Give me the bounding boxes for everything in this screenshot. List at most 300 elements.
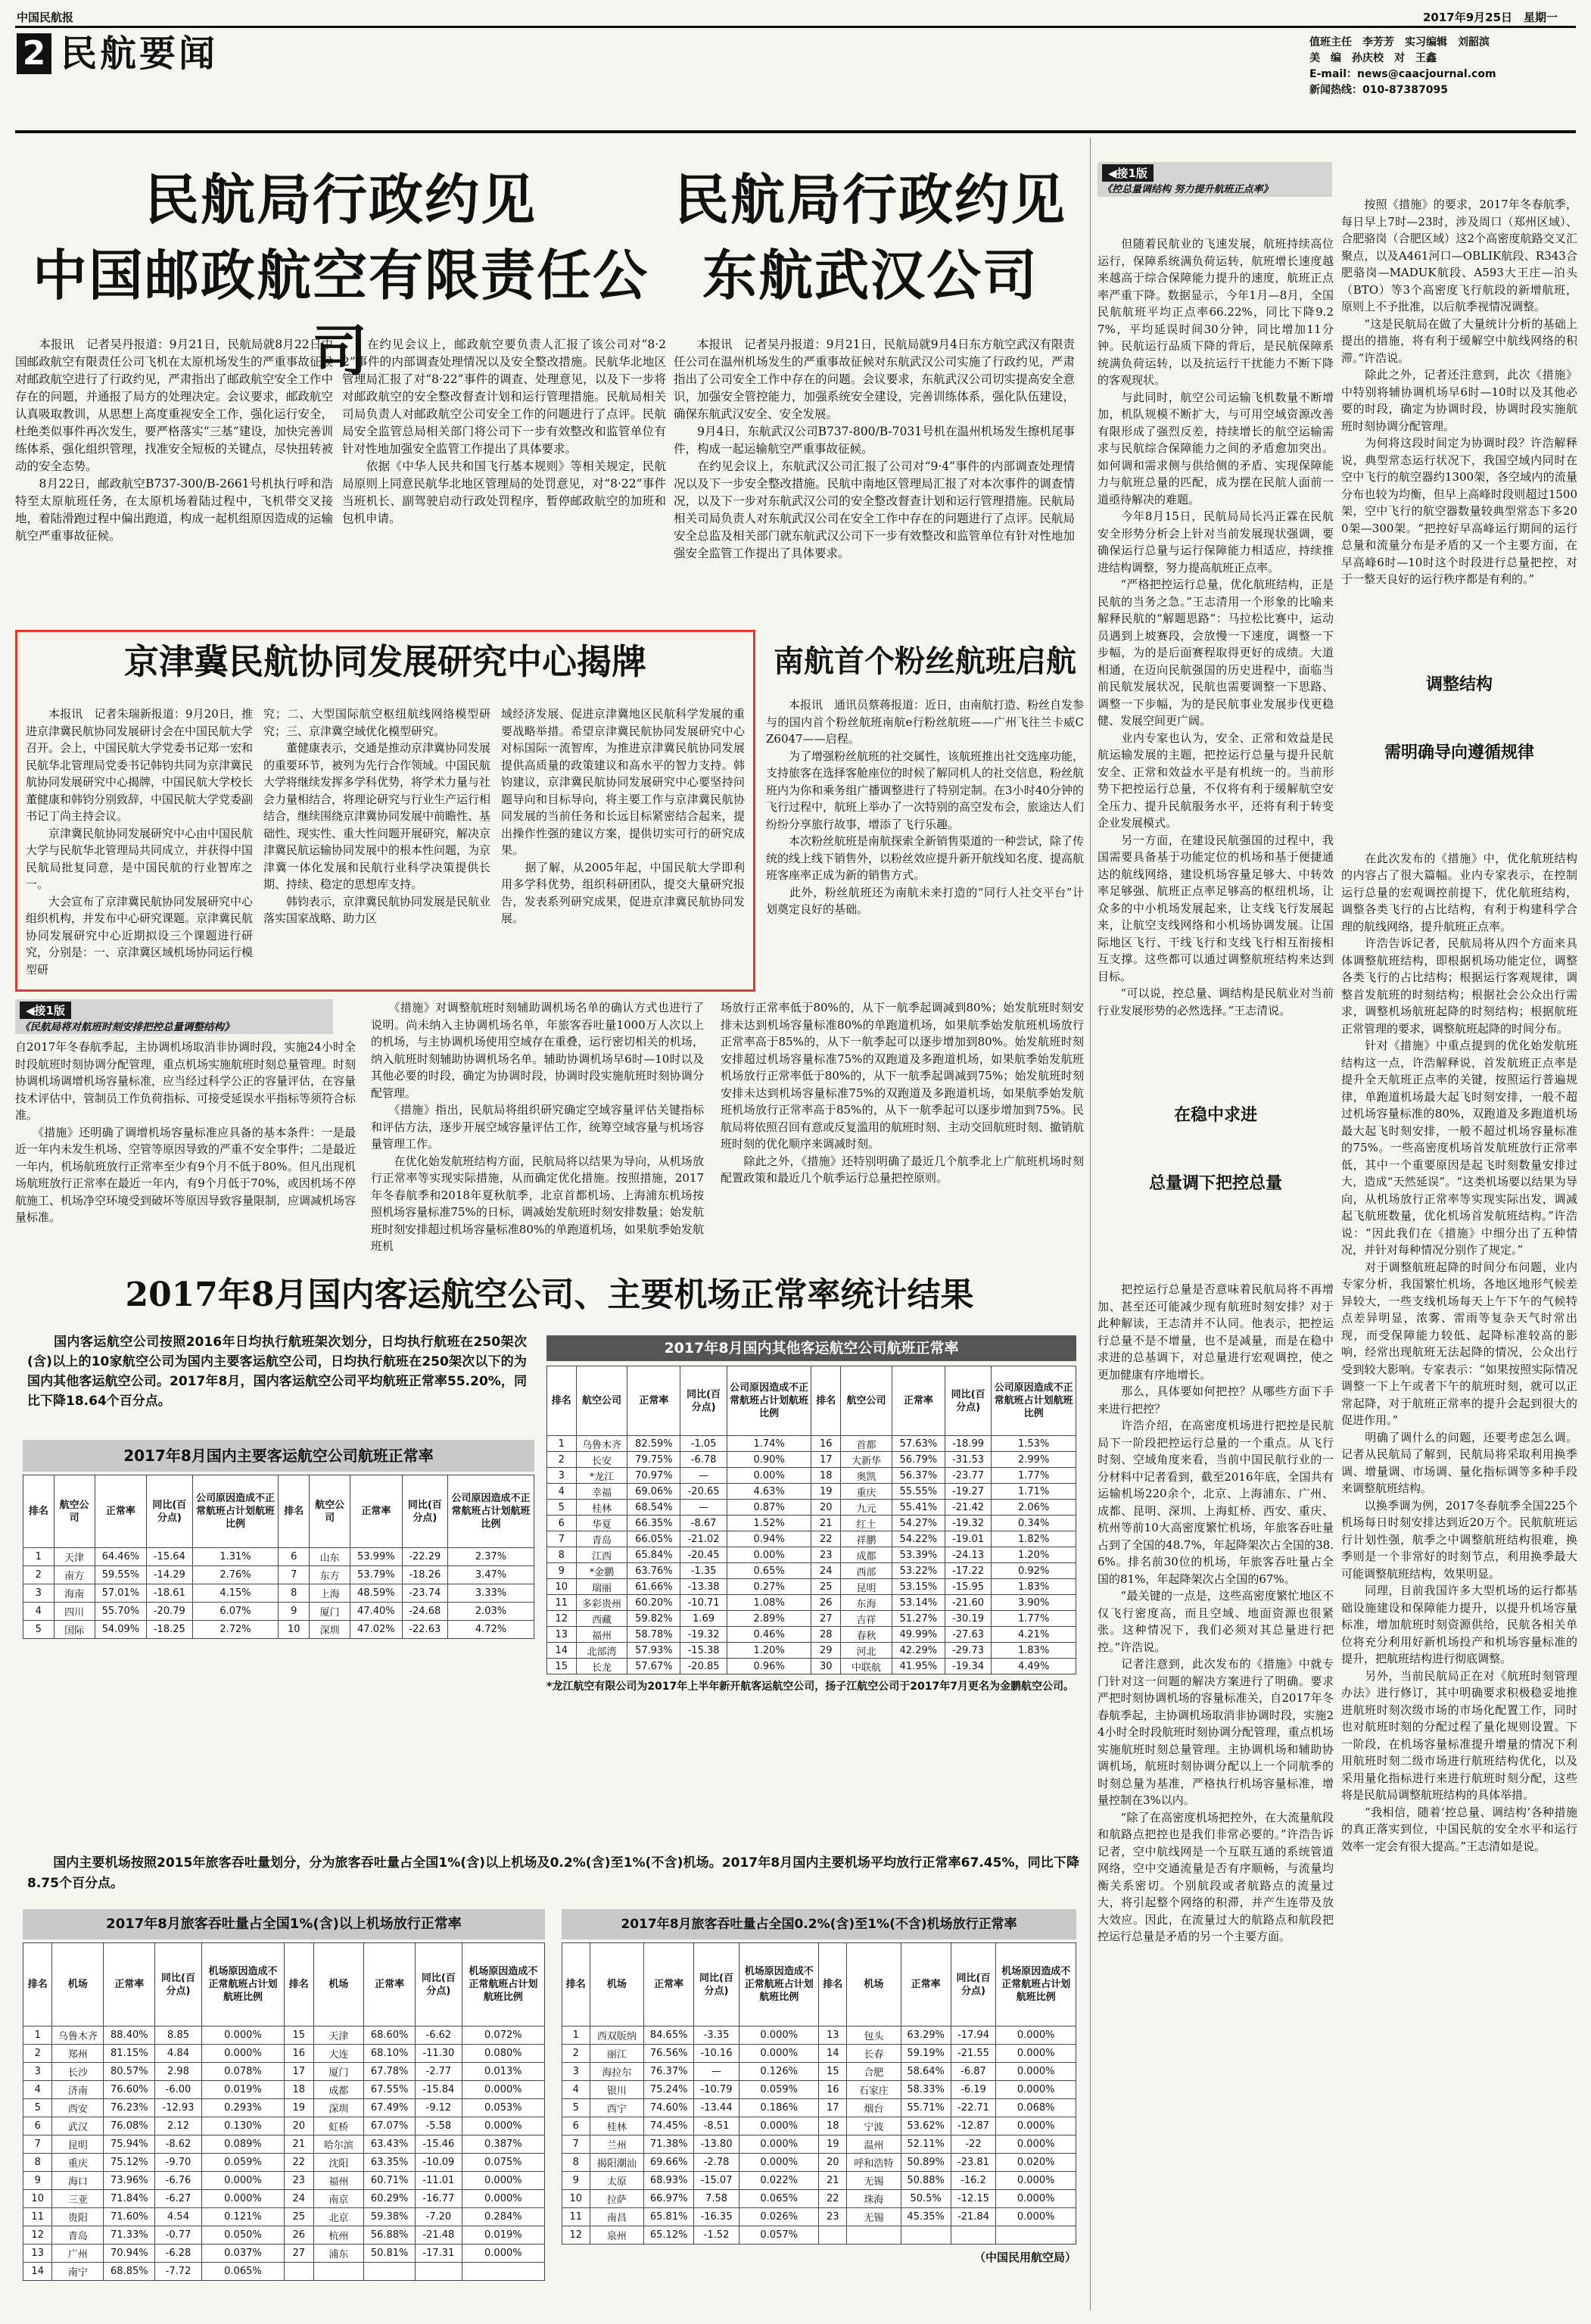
table-cell: -21.55 xyxy=(951,2045,996,2063)
table-cell: 青岛 xyxy=(52,2226,104,2245)
table-cell: 西藏 xyxy=(576,1611,627,1627)
table-cell: -1.05 xyxy=(680,1436,727,1452)
table-cell: 14 xyxy=(547,1643,577,1659)
table-cell: 2.72% xyxy=(192,1621,279,1639)
table-row xyxy=(562,2226,1076,2245)
table-cell: 21 xyxy=(811,1516,841,1531)
table-cell: 80.57% xyxy=(104,2063,155,2081)
table-cell: 29 xyxy=(811,1643,841,1659)
table-cell: 泉州 xyxy=(590,2226,644,2245)
table-cell: 0.000% xyxy=(739,2154,819,2172)
table-cell: 12 xyxy=(562,2226,590,2245)
table-cell xyxy=(951,2226,996,2245)
table-cell: 三亚 xyxy=(52,2190,104,2208)
table-cell: 2 xyxy=(562,2045,590,2063)
table-cell: 中联航 xyxy=(841,1659,892,1674)
table-cell: 0.019% xyxy=(462,2226,544,2245)
table-cell: 25 xyxy=(811,1579,841,1595)
table-cell: 55.70% xyxy=(95,1603,146,1621)
table-cell: -18.99 xyxy=(945,1436,992,1452)
th-rank: 排名 xyxy=(285,1943,313,2026)
table-cell: -7.20 xyxy=(416,2208,462,2226)
table-cell: 深圳 xyxy=(313,2099,364,2117)
table-cell: 0.065% xyxy=(739,2190,819,2208)
th-rank: 排名 xyxy=(23,1475,54,1548)
right-body1: 但随着民航业的飞速发展，航班持续高位运行，保障系统满负荷运转，航班增长速度越来越高于综合保障能力提升的速度，航班正点率严重下降。数据显示，今年1月—8月，全国民航航班平均正点率66.22%，同比下降9.27%，平均延误时间30分钟，同比增加11分钟。民航运行品质下降的背后，是民航保障系统满负荷运转，以及抗运行干扰能力不断下降的客观现状。 与此同时，航空公司运输飞机数量不断增加，机队规模不断扩大，与可用空域资源改善有限形成了强烈反差，持续增长的航空运输需求与民航综合保障能力之间的矛盾愈加突出。如何调和需求侧与供给侧的矛盾、实现保障能力与航班总量的匹配，成为摆在民航人面前一道亟待解决的难题。 今年8月15日，民航局局长冯正霖在民航安全形势分析会上针对当前发展现状强调，要确保运行总量与运行保障能力相适应，持续推进结构调整，努力提高航班正点率。 “严格把控运行总量，优化航班结构，正是民航的当务之急。”王志清用一个形象的比喻来解释民航的“解题思路”：马拉松比赛中，运动员遇到上坡赛段，会放慢一下速度，调整一下步幅，为的是后面赛程取得更好的成绩。大道相通，在迈向民航强国的历史进程中，面临当前民航发展状况，民航也需要调整一下思路、调整一下步幅，为的是民航事业发展步伐更稳健、发展空间更广阔。 业内专家也认为，安全、正常和效益是民航运输发展的主题，把控运行总量与提升民航安全、正常和效益水平是有机统一的。当前形势下把控运行总量，不仅将有利于缓解航空安全压力、提升民航服务水平，还将有利于转变企业发展模式。 另一方面，在建设民航强国的过程中，我国需要具备基于功能定位的机场和基于便捷通达的航线网络，建设机场容量足够大、中转效率足够强、航班正点率足够高的枢纽机场，让众多的中小机场发展起来，让支线飞行发展起来，让航空支线网络和小机场协调发展。让国际地区飞行、干线飞行和支线飞行相互衔接相互支撑。这些都可以通过调整航班结构来达到目标。 “可以说，控总量、调结构是民航业对当前行业发展形势的必然选择。”王志清说。 xyxy=(1098,237,1334,1017)
table-cell xyxy=(901,2226,951,2245)
table-cell: 南昌 xyxy=(590,2208,644,2226)
table-cell: 18 xyxy=(819,2117,847,2136)
table-cell: 深圳 xyxy=(310,1621,350,1639)
table-cell: 0.293% xyxy=(201,2099,284,2117)
table-cell: 西部 xyxy=(841,1563,892,1579)
table-cell: 青岛 xyxy=(576,1531,627,1547)
th-cause: 机场原因造成不正常航班占计划航班比例 xyxy=(996,1943,1076,2026)
table-cell: 揭阳潮汕 xyxy=(590,2154,644,2172)
th-rate: 正常率 xyxy=(901,1943,951,2026)
table-cell: -15.46 xyxy=(416,2136,462,2154)
table-cell: 20 xyxy=(819,2154,847,2172)
table-row xyxy=(23,2263,545,2281)
table-cell: 呼和浩特 xyxy=(847,2154,901,2172)
table-cell: 0.037% xyxy=(201,2245,284,2263)
table-cell: 东海 xyxy=(841,1595,892,1611)
table-row xyxy=(547,1531,1076,1547)
table-cell xyxy=(462,2263,544,2281)
table-cell: 重庆 xyxy=(841,1484,892,1500)
table-cell: 0.000% xyxy=(996,2081,1076,2099)
table-cell: 19 xyxy=(811,1484,841,1500)
table-cell: 0.059% xyxy=(201,2154,284,2172)
table-cell: -23.77 xyxy=(945,1468,992,1484)
table-cell: 70.94% xyxy=(104,2245,155,2263)
table-cell: -7.72 xyxy=(155,2263,202,2281)
table-cell: 42.29% xyxy=(892,1643,945,1659)
table-row xyxy=(23,2026,545,2045)
table-cell: 华夏 xyxy=(576,1516,627,1531)
table-cell: 2.89% xyxy=(727,1611,811,1627)
table-cell: 9 xyxy=(23,2172,52,2190)
table-cell: 0.000% xyxy=(201,2026,284,2045)
th-rate: 正常率 xyxy=(892,1366,945,1436)
table-cell: 广州 xyxy=(52,2245,104,2263)
table-cell: 18 xyxy=(811,1468,841,1484)
table-cell: 成都 xyxy=(313,2081,364,2099)
table-cell: 3 xyxy=(23,2063,52,2081)
table-row xyxy=(547,1659,1076,1674)
table-cell: -10.16 xyxy=(694,2045,739,2063)
table-cell: 58.33% xyxy=(901,2081,951,2099)
table-cell: 0.387% xyxy=(462,2136,544,2154)
table-cell: 2.76% xyxy=(192,1566,279,1584)
table-cell: 0.013% xyxy=(462,2063,544,2081)
table-cell: 22 xyxy=(819,2190,847,2208)
th-yoy: 同比(百分点) xyxy=(402,1475,447,1548)
table-row xyxy=(23,2045,545,2063)
table-row xyxy=(23,1584,534,1603)
table-cell: — xyxy=(694,2063,739,2081)
table-cell: 56.37% xyxy=(892,1468,945,1484)
table-cell: 2 xyxy=(23,2045,52,2063)
table-cell: 0.000% xyxy=(739,2026,819,2045)
table-cell: 15 xyxy=(285,2026,313,2045)
table-cell: 3 xyxy=(23,1584,54,1603)
table-cell: 0.284% xyxy=(462,2208,544,2226)
table-cell: 珠海 xyxy=(847,2190,901,2208)
table-main-body xyxy=(23,1548,534,1639)
table-row xyxy=(23,1548,534,1566)
table-cell: -22 xyxy=(951,2136,996,2154)
table-cell: -9.12 xyxy=(416,2099,462,2117)
table-cell: -21.84 xyxy=(951,2208,996,2226)
right-heading1-line2: 总量调下把控总量 xyxy=(1148,1174,1282,1193)
table-mid-title: 2017年8月旅客吞吐量占全国0.2%(含)至1%(不含)机场放行正常率 xyxy=(562,1909,1076,1939)
table-cell: 17 xyxy=(285,2063,313,2081)
table-cell: 56.88% xyxy=(364,2226,416,2245)
table-cell: 多彩贵州 xyxy=(576,1595,627,1611)
table-cell: 0.000% xyxy=(462,2190,544,2208)
table-cell: -18.25 xyxy=(147,1621,192,1639)
table-cell: 哈尔滨 xyxy=(313,2136,364,2154)
table-cell: 大新华 xyxy=(841,1452,892,1468)
table-row xyxy=(23,2154,545,2172)
table-cell: 71.38% xyxy=(644,2136,694,2154)
table-cell xyxy=(285,2263,313,2281)
table-cell: 16 xyxy=(819,2081,847,2099)
right-heading2-line1: 调整结构 xyxy=(1425,674,1493,694)
table-cell: 52.11% xyxy=(901,2136,951,2154)
table-cell: 福州 xyxy=(313,2172,364,2190)
table-cell: 天津 xyxy=(54,1548,95,1566)
table-cell: 6 xyxy=(279,1548,310,1566)
table-cell: 27 xyxy=(811,1611,841,1627)
table-cell: 66.35% xyxy=(627,1516,680,1531)
table-cell: 2.12 xyxy=(155,2117,202,2136)
table-cell: 0.000% xyxy=(996,2117,1076,2136)
page-number-box xyxy=(17,33,51,74)
table-cell: 63.76% xyxy=(627,1563,680,1579)
table-cell: 1 xyxy=(562,2026,590,2045)
table-cell: 75.94% xyxy=(104,2136,155,2154)
table-cell: 0.000% xyxy=(996,2026,1076,2045)
table-cell: 54.22% xyxy=(892,1531,945,1547)
table-row xyxy=(562,2045,1076,2063)
table-cell: 10 xyxy=(562,2190,590,2208)
th-cause: 机场原因造成不正常航班占计划航班比例 xyxy=(201,1943,284,2026)
table-cell: 烟台 xyxy=(847,2099,901,2117)
table-row xyxy=(547,1563,1076,1579)
table-cell: 55.41% xyxy=(892,1500,945,1516)
th-yoy: 同比(百分点) xyxy=(680,1366,727,1436)
table-cell: 4.72% xyxy=(448,1621,534,1639)
table-cell: 13 xyxy=(819,2026,847,2045)
table-cell: 57.63% xyxy=(892,1436,945,1452)
table-cell: 海南 xyxy=(54,1584,95,1603)
right-heading1-line1: 在稳中求进 xyxy=(1173,1106,1257,1125)
story4-body: 本报讯 通讯员蔡蒋报道：近日，由南航打造、粉丝自发参与的国内首个粉丝航班南航e行粉丝航班——广州飞往兰卡威CZ6047——启程。 为了增强粉丝航班的社交属性，该航班推出社交选座功能，支持旅客在选择客舱座位的时候了解同机人的社交信息，粉丝航班内为你和乘务组广播调整进行了特别定制。在3小时40分钟的飞行过程中，航班上举办了一次特别的高空发布会，旅途达人们纷纷分享旅行故事，增添了飞行乐趣。 本次粉丝航班是南航探索全新销售渠道的一种尝试，除了传统的线上线下销售外，以粉丝效应提升新开航线知名度、提高航班客座率正成为新的销售方式。 此外，粉丝航班还为南航未来打造的“同行人社交平台”计划奠定良好的基础。 xyxy=(766,698,1084,916)
table-row xyxy=(547,1627,1076,1643)
table-cell: 太原 xyxy=(590,2172,644,2190)
table-cell: 包头 xyxy=(847,2026,901,2045)
table-cell: 银川 xyxy=(590,2081,644,2099)
table-cell: -6.00 xyxy=(155,2081,202,2099)
table-cell: 15 xyxy=(547,1659,577,1674)
credits xyxy=(1309,35,1496,98)
table-cell: 9 xyxy=(279,1603,310,1621)
table-cell: — xyxy=(680,1468,727,1484)
table-cell: -6.78 xyxy=(680,1452,727,1468)
table-cell: 0.000% xyxy=(462,2117,544,2136)
right-heading1 xyxy=(1098,1059,1334,1241)
table-cell: 63.43% xyxy=(364,2136,416,2154)
table-cell: 17 xyxy=(819,2099,847,2117)
table-row xyxy=(547,1468,1076,1484)
table-cell: 首都 xyxy=(841,1436,892,1452)
table-cell: -17.31 xyxy=(416,2245,462,2263)
table-cell: 47.02% xyxy=(350,1621,402,1639)
table-cell: 郑州 xyxy=(52,2045,104,2063)
table-cell: 0.126% xyxy=(739,2063,819,2081)
table-cell: 0.130% xyxy=(201,2117,284,2136)
table-cell xyxy=(416,2263,462,2281)
th-rank: 排名 xyxy=(23,1943,52,2026)
table-cell: 9 xyxy=(562,2172,590,2190)
table-cell: 0.080% xyxy=(462,2045,544,2063)
table-cell: 石家庄 xyxy=(847,2081,901,2099)
table-cell: -0.77 xyxy=(155,2226,202,2245)
th-airport: 机场 xyxy=(52,1943,104,2026)
table-cell: 57.01% xyxy=(95,1584,146,1603)
table-cell: 温州 xyxy=(847,2136,901,2154)
table-cell: -20.65 xyxy=(680,1484,727,1500)
table-cell: 66.97% xyxy=(644,2190,694,2208)
table-cell: 南宁 xyxy=(52,2263,104,2281)
table-cell: -1.52 xyxy=(694,2226,739,2245)
table-cell xyxy=(847,2226,901,2245)
table-cell: 71.60% xyxy=(104,2208,155,2226)
table-cell: 九元 xyxy=(841,1500,892,1516)
table-cell: 1.08% xyxy=(727,1595,811,1611)
table-cell: 50.81% xyxy=(364,2245,416,2263)
table-cell: 济南 xyxy=(52,2081,104,2099)
table-cell: 吉祥 xyxy=(841,1611,892,1627)
table-cell: 0.000% xyxy=(996,2208,1076,2226)
right-subtitle: 《控总量调结构 努力提升航班正点率》 xyxy=(1102,184,1273,195)
table-cell: *金鹏 xyxy=(576,1563,627,1579)
table-cell: 长沙 xyxy=(52,2063,104,2081)
table-cell: 10 xyxy=(547,1579,577,1595)
section-title: 民航要闻 xyxy=(61,33,219,75)
table-cell: -16.2 xyxy=(951,2172,996,2190)
table-cell: 16 xyxy=(285,2045,313,2063)
table-cell: 5 xyxy=(23,1621,54,1639)
story5-col3: 场放行正常率低于80%的，从下一航季起调减到80%；始发航班时刻安排未达到机场容量标准80%的单跑道机场，如果航季始发航班机场放行正常率高于85%的，从下一航季起可以逐步增加到80%。始发航班时刻安排超过机场容量标准75%的双跑道及多跑道机场，如果航季始发航班机场放行正常率低于80%的，从下一航季起调减到75%；始发航班时刻安排未达到机场容量标准75%的双跑道及多跑道机场，如果航季始发航班机场放行正常率高于85%的，从下一航季起可以逐步增加到75%。民航局将依照召回有意或反复滥用的航班时刻、主动交回航班时刻、撤销航班时刻的优化顺序来调减时刻。 除此之外，《措施》还特别明确了最近几个航季北上广航班机场时刻配置政策和最近几个航季运行总量把控原则。 xyxy=(721,1001,1084,1185)
table-cell: 12 xyxy=(547,1611,577,1627)
th-rate: 正常率 xyxy=(104,1943,155,2026)
table-cell: 北部湾 xyxy=(576,1643,627,1659)
table-cell: 1.20% xyxy=(727,1643,811,1659)
table-cell: 67.49% xyxy=(364,2099,416,2117)
table-row xyxy=(562,2063,1076,2081)
table-cell: 西宁 xyxy=(590,2099,644,2117)
table-mid-source: （中国民用航空局） xyxy=(973,2251,1076,2264)
table-cell: 4 xyxy=(547,1484,577,1500)
table-cell: 49.99% xyxy=(892,1627,945,1643)
table-cell: 7 xyxy=(279,1566,310,1584)
story1-headline-line1: 民航局行政约见 xyxy=(144,167,537,232)
table-cell: 50.89% xyxy=(901,2154,951,2172)
table-cell: 1.77% xyxy=(992,1468,1076,1484)
table-cell: 71.84% xyxy=(104,2190,155,2208)
table-cell: 65.84% xyxy=(627,1547,680,1563)
table-cell: 宁波 xyxy=(847,2117,901,2136)
table-cell: 54.09% xyxy=(95,1621,146,1639)
table-cell: 0.121% xyxy=(201,2208,284,2226)
right-col1-body xyxy=(1098,201,1334,2313)
table-cell: -11.01 xyxy=(416,2172,462,2190)
table-cell: 50.5% xyxy=(901,2190,951,2208)
th-yoy: 同比(百分点) xyxy=(945,1366,992,1436)
table-cell: 0.34% xyxy=(992,1516,1076,1531)
table-cell: -6.87 xyxy=(951,2063,996,2081)
table-cell: 4.84 xyxy=(155,2045,202,2063)
right-continued-tag: ◀接1版 xyxy=(1102,164,1154,182)
th-airport: 机场 xyxy=(847,1943,901,2026)
table-cell: 15 xyxy=(819,2063,847,2081)
table-cell: 0.000% xyxy=(996,2136,1076,2154)
th-airline: 航空公司 xyxy=(841,1366,892,1436)
table-cell: 幸福 xyxy=(576,1484,627,1500)
table-mid-body xyxy=(562,2026,1076,2245)
table-row xyxy=(23,2245,545,2263)
table-cell: 桂林 xyxy=(590,2117,644,2136)
table-cell: 2.37% xyxy=(448,1548,534,1566)
masthead-rule-top xyxy=(15,26,1576,28)
table-cell: 53.39% xyxy=(892,1547,945,1563)
table-row xyxy=(23,2208,545,2226)
story1-col1: 本报讯 记者吴丹报道：9月21日，民航局就8月22日中国邮政航空有限责任公司飞机在太原机场发生的严重事故征候对邮政航空进行了行政约见，严肃指出了邮政航空安全工作中存在的问题，并通报了局方的处理决定。会议要求，邮政航空认真吸取教训，从思想上高度重视安全工作，强化运行安全，杜绝类似事件再次发生，要严格落实“三基”建设，加快完善训练体系，强化组织管理，找准安全短板的关键点，尽快扭转被动的安全态势。 8月22日，邮政航空B737-300/B-2661号机执行呼和浩特至太原航班任务，在太原机场着陆过程中，飞机带交叉接地，着陆滑跑过程中偏出跑道，构成一起机组原因造成的运输航空严重事故征候。 xyxy=(15,338,333,543)
table-cell: -6.28 xyxy=(155,2245,202,2263)
table-cell: 祥鹏 xyxy=(841,1531,892,1547)
table-cell: -21.42 xyxy=(945,1500,992,1516)
table-cell: 昆明 xyxy=(841,1579,892,1595)
table-row xyxy=(23,2190,545,2208)
table-cell: 厦门 xyxy=(310,1603,350,1621)
th-cause: 机场原因造成不正常航班占计划航班比例 xyxy=(462,1943,544,2026)
table-cell: 1.52% xyxy=(727,1516,811,1531)
table-cell: -14.29 xyxy=(147,1566,192,1584)
table-cell: 海拉尔 xyxy=(590,2063,644,2081)
table-cell: 8 xyxy=(279,1584,310,1603)
table-cell: -10.79 xyxy=(694,2081,739,2099)
table-cell: 0.92% xyxy=(992,1563,1076,1579)
table-row xyxy=(23,1566,534,1584)
table-cell: 10 xyxy=(279,1621,310,1639)
table-cell: 4.63% xyxy=(727,1484,811,1500)
table-cell: 1 xyxy=(23,1548,54,1566)
table-cell: 2.06% xyxy=(992,1500,1076,1516)
table-cell: 21 xyxy=(819,2172,847,2190)
th-rank: 排名 xyxy=(819,1943,847,2026)
table-cell: 北京 xyxy=(313,2208,364,2226)
table-cell: 0.000% xyxy=(739,2117,819,2136)
table-cell: -21.48 xyxy=(416,2226,462,2245)
story5-continued-tag: ◀接1版 xyxy=(20,1002,71,1019)
table-cell: -10.09 xyxy=(416,2154,462,2172)
th-cause: 公司原因造成不正常航班占计划航班比例 xyxy=(727,1366,811,1436)
table-row xyxy=(547,1516,1076,1531)
table-cell: 14 xyxy=(819,2045,847,2063)
table-cell: -13.38 xyxy=(680,1579,727,1595)
table-cell: 0.000% xyxy=(996,2172,1076,2190)
table-cell: -8.51 xyxy=(694,2117,739,2136)
story2-headline xyxy=(674,162,1067,313)
page-number: 2 xyxy=(22,34,46,73)
stats-intro-airports: 国内主要机场按照2015年旅客吞吐量划分，分为旅客吞吐量占全国1%(含)以上机场及0.2%(含)至1%(不含)机场。2017年8月国内主要机场平均放行正常率67.45%，同比下降8.75个百分点。 xyxy=(27,1855,1079,1891)
table-cell: 1.83% xyxy=(992,1643,1076,1659)
table-cell: 贵阳 xyxy=(52,2208,104,2226)
story5-col2: 《措施》对调整航班时刻辅助调机场名单的确认方式也进行了说明。尚未纳入主协调机场名单，年旅客吞吐量1000万人次以上的机场，与主协调机场使用空域存在重叠，运行密切相关的机场，纳入航班时刻辅助协调机场名单。辅助协调机场早6时—10时以及其他必要的时段，确定为协调时段，协调时段实施航班时刻协调分配管理。 《措施》指出，民航局将组织研究确定空域容量评估关键指标和评估方法，逐步开展空域容量评估工作，统筹空域容量与机场容量管理工作。 在优化始发航班结构方面，民航局将以结果为导向，从机场放行正常率等实现实际措施，从而确定优化措施。按照措施，2017年冬春航季和2018年夏秋航季，北京首都机场、上海浦东机场按照机场容量标准75%的日标，调减始发航班时刻安排数量；始发航班时刻安排超过机场容量标准80%的单跑道机场，如果航季始发航班机 xyxy=(371,1001,704,1253)
table-cell: *龙江 xyxy=(576,1468,627,1484)
table-row xyxy=(23,2063,545,2081)
table-cell: 58.64% xyxy=(901,2063,951,2081)
table-cell: 1.31% xyxy=(192,1548,279,1566)
table-cell: -19.01 xyxy=(945,1531,992,1547)
table-cell: 0.075% xyxy=(462,2154,544,2172)
right-body2: 把控运行总量是否意味着民航局将不再增加、甚至还可能减少现有航班时刻安排？对于此种解读，王志清并不认同。他表示，把控运行总量不是不增量，也不是减量，而是在稳中求进的总基调下，对总量进行宏观调控，使之更加健康有序地增长。 那么，具体要如何把控？从哪些方面下手来进行把控？ 许浩介绍，在高密度机场进行把控是民航局下一阶段把控运行总量的一个重点。从飞行时刻、空域角度来看，当前中国民航行业的一分材料中记者看到，截至2016年底，全国共有运输机场220余个，北京、上海浦东、广州、成都、昆明、深圳、上海虹桥、西安、重庆、杭州等前10大高密度繁忙机场，年旅客吞吐量占到了全国的48.7%，年起降架次占全国的38.6%。排名前30位的机场，年旅客吞吐量占全国的81%，年起降架次占全国的67%。 “最关键的一点是，这些高密度繁忙地区不仅飞行密度高，而且空域、地面资源也很紧张。这种情况下，我们必须对其总量进行把控。”许浩说。 记者注意到，此次发布的《措施》中就专门针对这一问题的解决方案进行了明确。要求严把时刻协调机场的容量标准关，自2017年冬春航季起，主协调机场取消非协调时段，实施24小时全时段航班时刻协调分配管理，重点机场实施航班时刻总量管理。主协调机场和辅助协调机场，航班时刻协调分配以上一个同航季的时刻总量为基准，严格执行机场容量标准，增量控制在3%以内。 “除了在高密度机场把控外，在大流量航段和航路点把控也是我们非常必要的。”许浩告诉记者，空中航线网是一个互联互通的系统管道网络，空中交通流量是否有序顺畅，与流量均衡关系密切。个别航段或者航路点的流量过大，将引起整个网络的积滞，并产生连带及放大效应。因此，在流量过大的航路点和航段把控运行总量是矛盾的另一个主要方面。 xyxy=(1098,1282,1334,1943)
table-cell: -21.60 xyxy=(945,1595,992,1611)
table-cell: 53.22% xyxy=(892,1563,945,1579)
table-cell: -15.38 xyxy=(680,1643,727,1659)
table-row xyxy=(547,1579,1076,1595)
table-cell: — xyxy=(680,1500,727,1516)
th-yoy: 同比(百分点) xyxy=(416,1943,462,2026)
table-cell: 61.66% xyxy=(627,1579,680,1595)
table-cell: 1.53% xyxy=(992,1436,1076,1452)
table-cell: 84.65% xyxy=(644,2026,694,2045)
table-cell: 8 xyxy=(23,2154,52,2172)
table-cell: 上海 xyxy=(310,1584,350,1603)
table-cell: 6 xyxy=(547,1516,577,1531)
table-cell: 2 xyxy=(23,1566,54,1584)
story4-headline: 南航首个粉丝航班启航 xyxy=(774,643,1076,679)
table-cell: 82.59% xyxy=(627,1436,680,1452)
table-cell: 兰州 xyxy=(590,2136,644,2154)
table-row xyxy=(23,2226,545,2245)
table-cell: 14 xyxy=(23,2263,52,2281)
table-cell: 奥凯 xyxy=(841,1468,892,1484)
table-cell: -19.32 xyxy=(680,1627,727,1643)
table-cell: 山东 xyxy=(310,1548,350,1566)
th-yoy: 同比(百分点) xyxy=(951,1943,996,2026)
table-cell: 沈阳 xyxy=(313,2154,364,2172)
table-cell: 59.55% xyxy=(95,1566,146,1584)
table-cell: 81.15% xyxy=(104,2045,155,2063)
table-cell: 69.66% xyxy=(644,2154,694,2172)
table-cell: -19.34 xyxy=(945,1659,992,1674)
table-other-grid xyxy=(546,1366,1076,1674)
table-cell: -17.22 xyxy=(945,1563,992,1579)
table-cell: -30.19 xyxy=(945,1611,992,1627)
table-cell: 0.000% xyxy=(996,2063,1076,2081)
table-cell: 拉萨 xyxy=(590,2190,644,2208)
table-cell: 1.71% xyxy=(992,1484,1076,1500)
table-cell: 76.08% xyxy=(104,2117,155,2136)
right-body4: 在此次发布的《措施》中，优化航班结构的内容占了很大篇幅。业内专家表示，在控制运行总量的宏观调控前提下，优化航班结构，调整各类飞行的占比结构，有利于构建科学合理的航线网络，提升航班正点率。 许浩告诉记者，民航局将从四个方面来具体调整航班结构，即根据机场功能定位，调整各类飞行的占比结构；根据运行客观规律，调整首发航班的时刻结构；根据社会公众出行需求，调整机场航班起降的时刻结构；根据航班正常管理的要求，调整航班起降的时间分布。 针对《措施》中重点提到的优化始发航班结构这一点，许浩解释说，首发航班正点率是提升全天航班正点率的关键，按照运行普遍规律，单跑道机场最大起飞时刻安排，一般不超过机场容量标准的80%，双跑道及多跑道机场最大起飞时刻安排，一般不超过机场容量标准的75%。一些高密度机场首发航班放行正常率低，其中一个重要原因是起飞时刻数量安排过大，造成“天然延误”。“这类机场要以结果为导向，从机场放行正常率等实现实际出发，调减起飞航班数量，优化机场首发航班结构。”许浩说：“因此我们在《措施》中细分出了五种情况，并针对每种情况分别作了规定。” 对于调整航班起降的时间分布问题，业内专家分析，我国繁忙机场，各地区地形气候差异较大，一些支线机场每天上午下午的气候特点差异明显，浓雾、雷雨等复杂天气时常出现，而受保障能力较低、起降标准较高的影响，经常出现航班无法起降的情况，公众出行受到较大影响。专家表示：“如果按照实际情况调整一下上午或者下午的航班时刻，就可以正常起降，对于航班正常率的提升会起到很大的促进作用。” 明确了调什么的问题，还要考虑怎么调。记者从民航局了解到，民航局将采取利用换季调、增量调、市场调、量化指标调等多种手段来调整航班结构。 以换季调为例，2017冬春航季全国225个机场每日时刻安排达到近20万个。民航航班运行计划性强，航季之中调整航班结构很难，换季则是一个非常好的时刻节点，利用换季最大可能调整航班结构，效果明显。 同理，目前我国许多大型机场的运行都基础设施建设和保障能力提升，以提升机场容量标准，增加航班时刻资源供给，民航各相关单位将充分利用好新机场投产和机场容量标准的提升，把航班结构进行彻底调整。 另外，当前民航局正在对《航班时刻管理办法》进行修订，其中明确要求积极稳妥地推进航班时刻次级市场的市场化配置工作，同时也对航班时刻的分配过程了量化规则设置。下一阶段，在机场容量标准提升增量的情况下利用航班时刻二级市场进行航班结构优化，以及采用量化指标进行来进行航班时刻分配，这些将是民航局调整航班结构的具体举措。 “我相信，随着‘控总量、调结构’各种措施的真正落实到位，中国民航的安全水平和运行效率一定会有很大提高。”王志清如是说。 xyxy=(1341,851,1577,1853)
table-cell: 75.24% xyxy=(644,2081,694,2099)
table-cell: 成都 xyxy=(841,1547,892,1563)
table-other-airlines xyxy=(546,1335,1076,1694)
